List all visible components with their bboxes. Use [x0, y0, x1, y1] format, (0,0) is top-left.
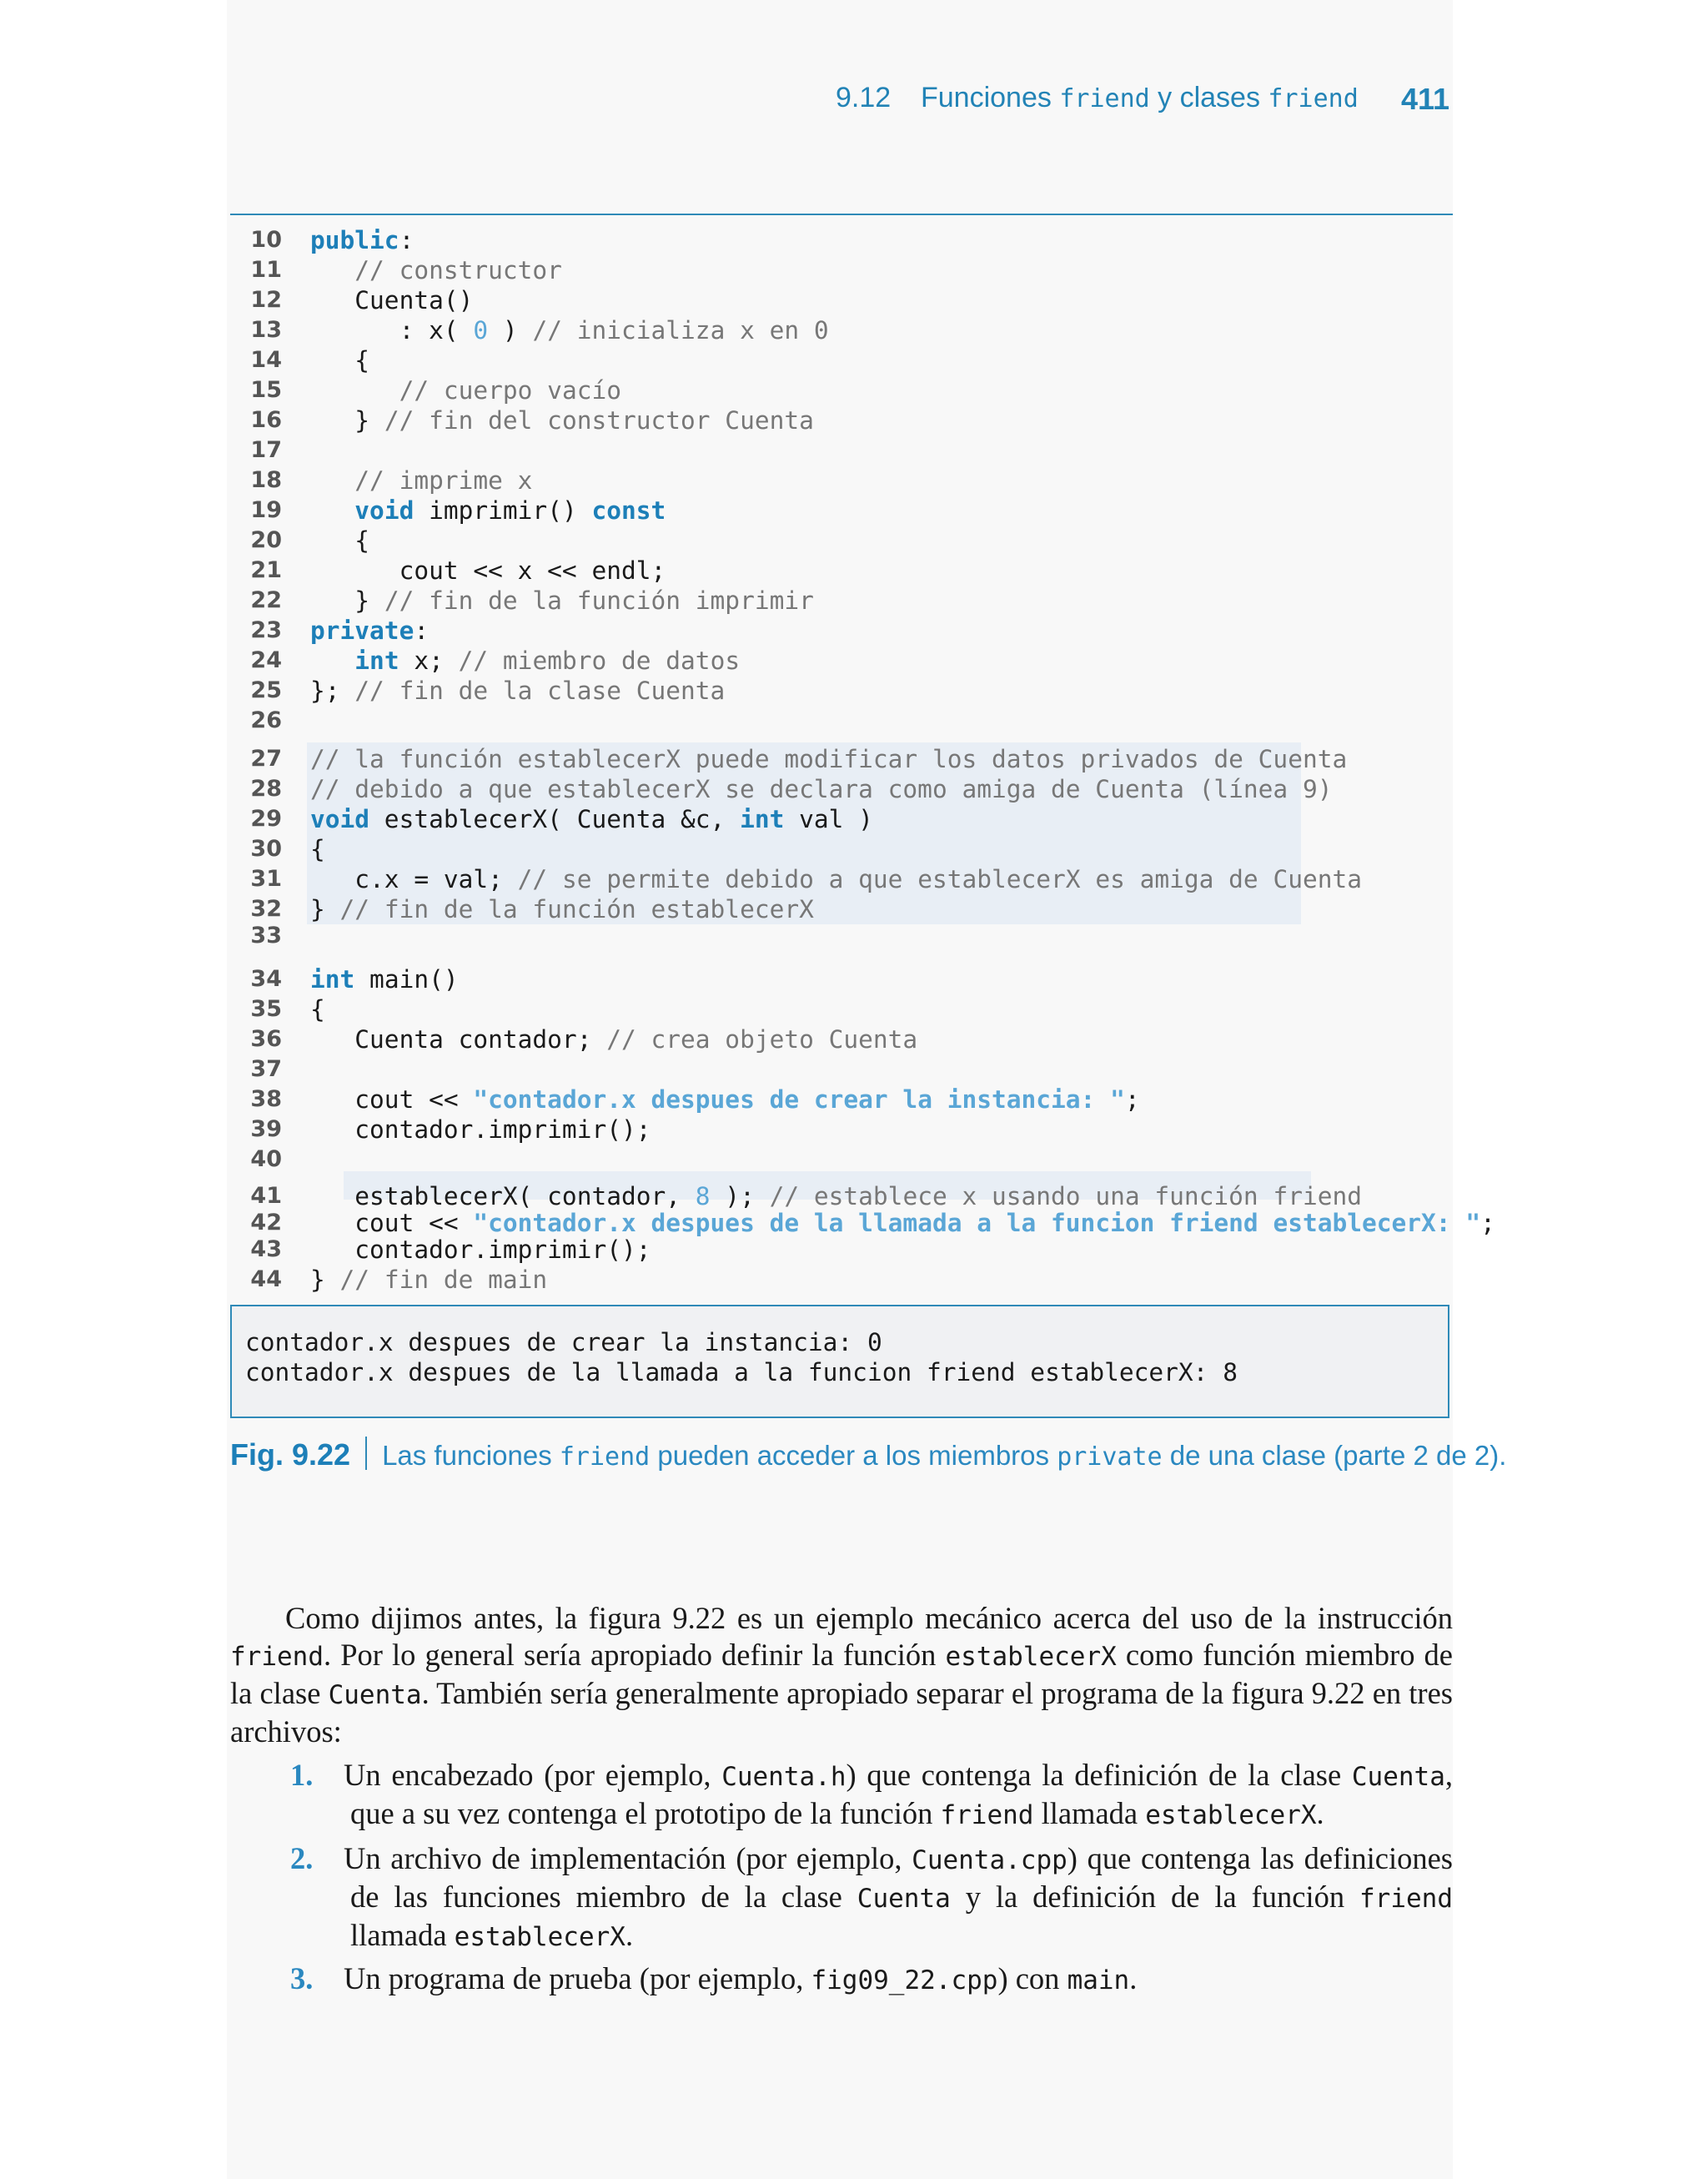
- line-number: 18: [250, 467, 282, 493]
- code-token: [310, 466, 354, 495]
- code-token: }: [310, 586, 384, 615]
- code-text: [310, 1181, 1362, 1211]
- line-number: 24: [250, 647, 282, 673]
- figure-caption: [230, 1437, 1506, 1472]
- comment: // debido a que establecerX se declara como amiga de Cuenta (línea 9): [310, 775, 1333, 803]
- code-token: cout <<: [310, 1085, 474, 1114]
- running-header: [0, 82, 1708, 118]
- code-term: main: [1067, 1965, 1130, 1995]
- code-token: x;: [399, 647, 459, 675]
- line-number: 32: [250, 896, 282, 922]
- code-token: {: [310, 995, 325, 1024]
- code-term: friend: [1359, 1884, 1453, 1914]
- code-text: [310, 646, 740, 676]
- keyword: public: [310, 226, 399, 254]
- code-text: [310, 1024, 917, 1054]
- code-text: [310, 496, 666, 526]
- line-number: 28: [250, 776, 282, 802]
- text-run: llamada: [350, 1918, 455, 1952]
- line-number: 30: [250, 836, 282, 862]
- line-number: 43: [250, 1236, 282, 1262]
- line-number: 36: [250, 1026, 282, 1052]
- line-number: 20: [250, 527, 282, 553]
- comment: // inicializa x en 0: [532, 316, 829, 345]
- code-token: }: [310, 1266, 340, 1294]
- comment: // establece x usando una función friend: [769, 1182, 1363, 1210]
- code-term: private: [1057, 1442, 1163, 1472]
- text-run: .: [625, 1918, 634, 1952]
- text-run: . También sería generalmente apropiado separar el programa de la figura 9.22 en tres archivos:: [230, 1676, 1453, 1749]
- comment: // imprime x: [354, 466, 533, 495]
- code-text: [310, 315, 829, 345]
- code-token: : x(: [310, 316, 474, 345]
- code-token: [310, 376, 399, 405]
- text-run: ) que contenga las definiciones de las funciones miembro de la clase: [350, 1841, 1453, 1914]
- figure-label: Fig. 9.22: [230, 1437, 351, 1472]
- comment: // se permite debido a que establecerX es amiga de Cuenta: [517, 865, 1363, 893]
- line-number: 34: [250, 966, 282, 992]
- output-line: contador.x despues de la llamada a la funcion friend establecerX: 8: [245, 1358, 1238, 1386]
- text-run: Un encabezado (por ejemplo,: [344, 1758, 722, 1792]
- keyword: int: [354, 647, 399, 675]
- code-token: Cuenta contador;: [310, 1025, 607, 1054]
- code-token: val ): [784, 805, 873, 833]
- comment: // crea objeto Cuenta: [606, 1025, 918, 1054]
- code-term: friend: [559, 1442, 651, 1472]
- line-number: 12: [250, 287, 282, 313]
- comment: // constructor: [354, 256, 562, 284]
- caption-text: [382, 1440, 1506, 1471]
- code-token: establecerX( contador,: [310, 1182, 696, 1210]
- code-term: establecerX: [945, 1642, 1117, 1672]
- keyword: int: [740, 805, 785, 833]
- code-text: [310, 894, 814, 924]
- code-text: [310, 964, 459, 994]
- line-number: 17: [250, 437, 282, 463]
- line-number: 14: [250, 347, 282, 373]
- code-text: [310, 526, 369, 556]
- code-text: [310, 1235, 651, 1265]
- code-token: [310, 496, 354, 525]
- code-text: [310, 465, 532, 496]
- top-rule: [230, 214, 1453, 215]
- line-number: 11: [250, 257, 282, 283]
- code-text: [310, 556, 666, 586]
- code-text: [310, 1115, 651, 1145]
- line-number: 15: [250, 377, 282, 403]
- code-token: [310, 256, 354, 284]
- code-token: main(): [354, 965, 459, 994]
- code-text: [310, 864, 1362, 894]
- string-literal: "contador.x despues de la llamada a la funcion friend establecerX: ": [473, 1209, 1481, 1237]
- list-number: 3.: [290, 1961, 314, 1995]
- code-token: :: [399, 226, 414, 254]
- code-text: [310, 1084, 1140, 1115]
- code-token: }: [310, 406, 384, 435]
- code-text: [310, 405, 814, 435]
- title-part: friend: [1059, 84, 1150, 113]
- text-run: . Por lo general sería apropiado definir la función: [323, 1638, 946, 1672]
- code-term: Cuenta: [328, 1680, 422, 1710]
- code-text: [310, 255, 562, 285]
- line-number: 37: [250, 1056, 282, 1082]
- text-run: de una clase (parte 2 de 2).: [1162, 1440, 1507, 1471]
- number-literal: 0: [473, 316, 489, 345]
- list-item-text: [344, 1960, 1453, 1999]
- code-text: [310, 994, 325, 1024]
- code-token: contador.imprimir();: [310, 1235, 651, 1264]
- text-run: Las funciones: [382, 1440, 560, 1471]
- code-token: [310, 647, 354, 675]
- code-token: c.x = val;: [310, 865, 518, 893]
- code-term: Cuenta.cpp: [912, 1845, 1068, 1875]
- text-run: .: [1316, 1796, 1324, 1830]
- code-token: {: [310, 835, 325, 863]
- section-number: 9.12: [836, 82, 892, 113]
- line-number: 25: [250, 677, 282, 703]
- code-text: [310, 375, 621, 405]
- line-number: 38: [250, 1086, 282, 1112]
- output-line: contador.x despues de crear la instancia: 0: [245, 1328, 882, 1356]
- code-text: [310, 285, 473, 315]
- text-run: ) con: [997, 1961, 1068, 1995]
- code-token: }: [310, 895, 340, 923]
- code-term: Cuenta: [1351, 1762, 1445, 1792]
- text-run: ) que contenga la definición de la clase: [846, 1758, 1352, 1792]
- list-number: 1.: [290, 1758, 314, 1792]
- code-text: [310, 345, 369, 375]
- code-text: [310, 616, 429, 646]
- code-token: {: [310, 346, 370, 375]
- comment: // cuerpo vacío: [399, 376, 621, 405]
- keyword: void: [354, 496, 414, 525]
- code-text: [310, 834, 325, 864]
- code-text: [310, 676, 725, 706]
- section-title: [921, 82, 1359, 114]
- line-number: 41: [250, 1183, 282, 1209]
- line-number: 16: [250, 407, 282, 433]
- line-number: 42: [250, 1210, 282, 1235]
- number-literal: 8: [695, 1182, 711, 1210]
- line-number: 27: [250, 746, 282, 772]
- list-number: 2.: [290, 1841, 314, 1875]
- code-token: contador.imprimir();: [310, 1115, 651, 1144]
- code-text: [310, 774, 1332, 804]
- line-number: 21: [250, 557, 282, 583]
- code-text: [310, 1265, 547, 1295]
- code-token: {: [310, 526, 370, 555]
- comment: // fin del constructor Cuenta: [384, 406, 814, 435]
- code-term: establecerX: [1145, 1800, 1317, 1830]
- code-text: [310, 744, 1347, 774]
- code-term: Cuenta: [857, 1884, 951, 1914]
- line-number: 23: [250, 617, 282, 643]
- code-token: cout <<: [310, 1209, 474, 1237]
- text-run: Como dijimos antes, la figura 9.22 es un ejemplo mecánico acerca del uso de la instrucción: [285, 1601, 1453, 1635]
- line-number: 26: [250, 707, 282, 733]
- code-text: [310, 225, 414, 255]
- keyword: const: [591, 496, 666, 525]
- program-output: [230, 1305, 1449, 1418]
- text-run: .: [1129, 1961, 1138, 1995]
- line-number: 19: [250, 497, 282, 523]
- code-token: Cuenta(): [310, 286, 474, 315]
- comment: // miembro de datos: [458, 647, 741, 675]
- code-text: [310, 1208, 1495, 1238]
- code-token: :: [414, 616, 430, 645]
- keyword: void: [310, 805, 370, 833]
- line-number: 40: [250, 1146, 282, 1172]
- code-token: );: [710, 1182, 770, 1210]
- text-run: pueden acceder a los miembros: [650, 1440, 1057, 1471]
- comment: // fin de la función imprimir: [384, 586, 814, 615]
- list-item-text: [344, 1757, 1453, 1834]
- comment: // fin de la función establecerX: [339, 895, 814, 923]
- text-run: , que a su vez contenga el prototipo de la función: [350, 1758, 1453, 1830]
- code-token: establecerX( Cuenta &c,: [369, 805, 741, 833]
- code-token: ): [488, 316, 533, 345]
- code-token: ;: [1480, 1209, 1495, 1237]
- comment: // fin de la clase Cuenta: [354, 677, 726, 705]
- code-token: imprimir(): [414, 496, 592, 525]
- comment: // la función establecerX puede modificar los datos privados de Cuenta: [310, 745, 1348, 773]
- line-number: 44: [250, 1266, 282, 1292]
- string-literal: "contador.x despues de crear la instancia: ": [473, 1085, 1125, 1114]
- title-part: y clases: [1149, 82, 1268, 113]
- line-number: 10: [250, 227, 282, 253]
- code-term: friend: [230, 1642, 324, 1672]
- body-paragraph: [230, 1600, 1453, 1750]
- code-term: friend: [940, 1800, 1034, 1830]
- line-number: 22: [250, 587, 282, 613]
- code-text: [310, 586, 814, 616]
- line-number: 33: [250, 923, 282, 949]
- caption-separator: [365, 1437, 367, 1470]
- line-number: 29: [250, 806, 282, 832]
- code-token: ;: [1124, 1085, 1140, 1114]
- list-item-text: [344, 1840, 1453, 1955]
- keyword: int: [310, 965, 355, 994]
- code-term: fig09_22.cpp: [811, 1965, 998, 1995]
- text-run: como función miembro de la clase: [230, 1638, 1453, 1710]
- text-run: Un programa de prueba (por ejemplo,: [344, 1961, 811, 1995]
- keyword: private: [310, 616, 414, 645]
- code-text: [310, 804, 873, 834]
- text-run: Un archivo de implementación (por ejemplo,: [344, 1841, 912, 1875]
- comment: // fin de main: [339, 1266, 548, 1294]
- line-number: 31: [250, 866, 282, 892]
- title-part: Funciones: [921, 82, 1060, 113]
- code-token: cout << x << endl;: [310, 556, 666, 585]
- text-run: llamada: [1033, 1796, 1146, 1830]
- title-part: friend: [1268, 84, 1359, 113]
- code-term: establecerX: [454, 1922, 625, 1952]
- code-term: Cuenta.h: [721, 1762, 846, 1792]
- page-number: 411: [1401, 82, 1450, 116]
- line-number: 35: [250, 996, 282, 1022]
- text-run: y la definición de la función: [950, 1880, 1360, 1914]
- line-number: 39: [250, 1116, 282, 1142]
- code-token: };: [310, 677, 355, 705]
- line-number: 13: [250, 317, 282, 343]
